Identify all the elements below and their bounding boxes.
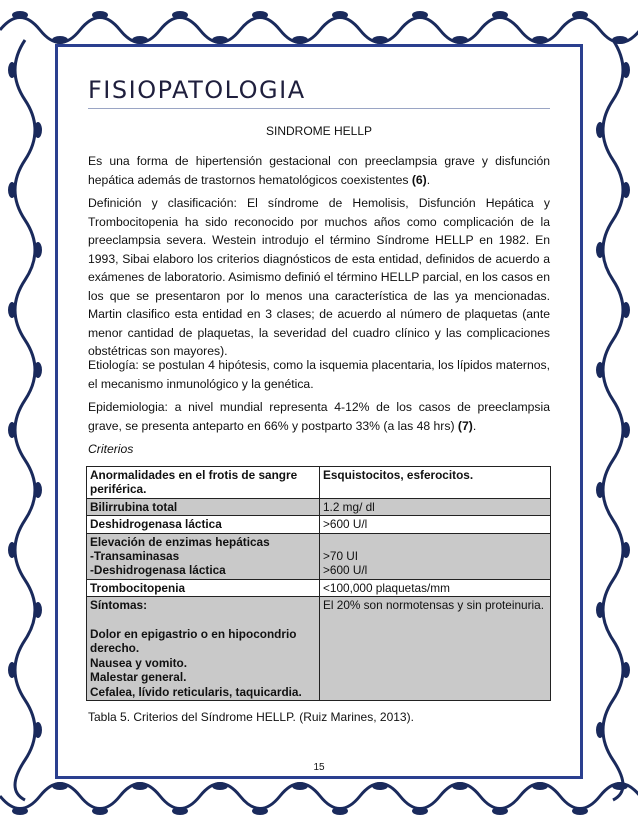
- paragraph-intro-end: .: [426, 172, 431, 187]
- cell-line: Nausea y vomito.: [90, 655, 188, 670]
- criterios-label: Criterios: [88, 442, 134, 456]
- section-subtitle: SINDROME HELLP: [265, 124, 373, 138]
- table-row: [87, 533, 551, 579]
- criteria-table: [86, 466, 551, 701]
- table-row: [87, 516, 551, 533]
- table-cell: [87, 597, 320, 701]
- table-caption: Tabla 5. Criterios del Síndrome HELLP. (Ruiz Marines, 2013).: [88, 710, 414, 724]
- table-row: [87, 467, 551, 499]
- table-cell: Bilirrubina total: [87, 498, 320, 515]
- decorative-vine-border-top: [0, 0, 638, 50]
- cell-line: Cefalea, lívido reticularis, taquicardia.: [90, 684, 302, 699]
- cell-line: >70 UI: [323, 549, 359, 564]
- table-cell: Trombocitopenia: [87, 579, 320, 596]
- cell-line: >600 U/l: [323, 563, 368, 578]
- cell-line: Síntomas:: [90, 598, 148, 613]
- paragraph-etiology: Etiología: se postulan 4 hipótesis, como la isquemia placentaria, los lípidos maternos, el mecanismo inmunológico y la genética.: [88, 358, 550, 391]
- table-cell: Esquistocitos, esferocitos.: [320, 467, 551, 499]
- paragraph-epidemiology: [88, 398, 550, 435]
- table-cell: >600 U/l: [320, 516, 551, 533]
- title-divider: [88, 108, 550, 109]
- paragraph-intro-text: Es una forma de hipertensión gestacional con preeclampsia grave y disfunción hepática además de trastornos hematológicos coexistentes: [88, 154, 550, 187]
- table-cell: [87, 533, 320, 579]
- paragraph-epidemiology-text: Epidemiologia: a nivel mundial representa 4-12% de los casos de preeclampsia grave, se presenta anteparto en 66% y postparto 33% (a las 48 hrs): [88, 400, 550, 433]
- table-cell: Deshidrogenasa láctica: [87, 516, 320, 533]
- paragraph-definition: Definición y clasificación: El síndrome de Hemolisis, Disfunción Hepática y Trombocitopenia ha sido reconocido por muchos años como complicación de la preeclampsia severa. Westein introdujo el término Síndrome HELLP en 1982. En 1993, Sibai elaboro los criterios diagnósticos de esta entidad, definidos de acuerdo a exámenes de laboratorio. Asimismo definió el término HELLP parcial, en los casos en los que se presentaron por lo menos una característica de las ya mencionadas. Martin clasifico esta entidad en 3 clases; de acuerdo al número de plaquetas (ante menor cantidad de plaquetas, la severidad del cuadro clínico y las complicaciones obstétricas son mayores).: [88, 196, 550, 358]
- reference-6: (6): [411, 172, 427, 187]
- paragraph-intro: [88, 152, 550, 189]
- cell-line: -Transaminasas: [90, 549, 180, 564]
- table-cell: Anormalidades en el frotis de sangre periférica.: [87, 467, 320, 499]
- cell-line: Dolor en epigastrio o en hipocondrio derecho.: [90, 627, 297, 656]
- paragraph-epidemiology-end: .: [472, 418, 477, 433]
- cell-line: -Deshidrogenasa láctica: [90, 563, 226, 578]
- table-row: [87, 597, 551, 701]
- page-number: 15: [313, 762, 325, 773]
- table-cell: <100,000 plaquetas/mm: [320, 579, 551, 596]
- decorative-vine-border-bottom: [0, 776, 638, 826]
- table-cell: [320, 533, 551, 579]
- table-cell: 1.2 mg/ dl: [320, 498, 551, 515]
- cell-line: Elevación de enzimas hepáticas: [90, 534, 270, 549]
- page-title: FISIOPATOLOGIA: [88, 76, 306, 104]
- table-cell: El 20% son normotensas y sin proteinuria.: [320, 597, 551, 701]
- table-row: [87, 579, 551, 596]
- cell-line: Malestar general.: [90, 670, 187, 685]
- table-row: [87, 498, 551, 515]
- reference-7: (7): [457, 418, 473, 433]
